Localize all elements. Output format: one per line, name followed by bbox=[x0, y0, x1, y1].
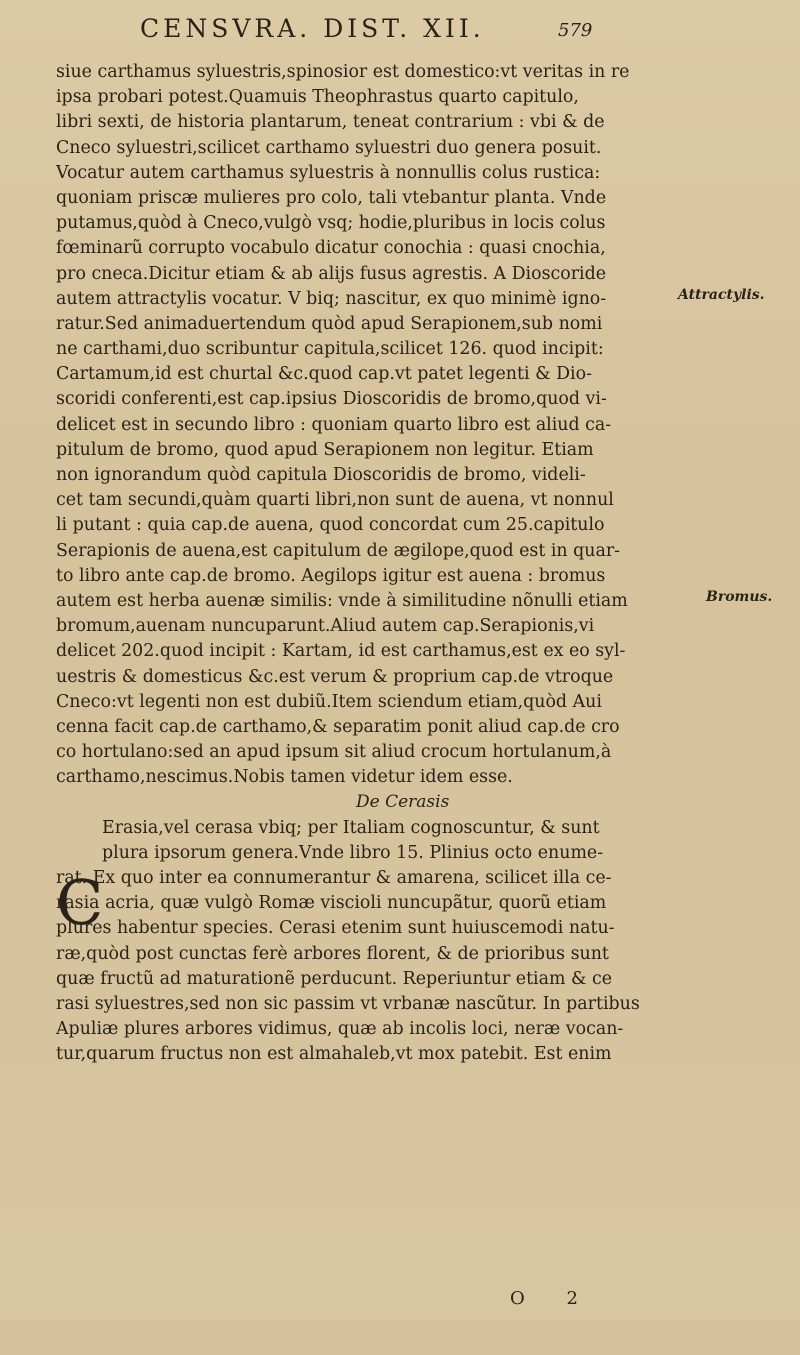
margin-note-bromus: Bromus. bbox=[706, 589, 773, 605]
text-line: rasi syluestres,sed non sic passim vt vrbanæ nascũtur. In partibus bbox=[56, 993, 640, 1014]
text-line: fœminarũ corrupto vocabulo dicatur conochia : quasi cnochia, bbox=[56, 238, 606, 259]
text-line: scoridi conferenti,est cap.ipsius Dioscoridis de bromo,quod vi- bbox=[56, 389, 607, 410]
text-line: cenna facit cap.de carthamo,& separatim ponit aliud cap.de cro bbox=[56, 716, 620, 737]
text-line: non ignorandum quòd capitula Dioscoridis de bromo, videli- bbox=[56, 465, 586, 485]
margin-note-attractylis: Attractylis. bbox=[678, 287, 765, 303]
text-line: carthamo,nescimus.Nobis tamen videtur idem esse. bbox=[56, 767, 513, 788]
text-line: rasia acria, quæ vulgò Romæ viscioli nuncupãtur, quorũ etiam bbox=[56, 893, 607, 914]
text-line: Cneco:vt legenti non est dubiũ.Item sciendum etiam,quòd Aui bbox=[56, 691, 602, 712]
text-line: Serapionis de auena,est capitulum de ægilope,quod est in quar- bbox=[56, 540, 621, 561]
text-line: autem attractylis vocatur. V biq; nascitur, ex quo minimè igno- bbox=[56, 288, 607, 309]
text-line: putamus,quòd à Cneco,vulgò vsq; hodie,pluribus in locis colus bbox=[56, 213, 606, 234]
text-line: bromum,auenam nuncuparunt.Aliud autem cap.Serapionis,vi bbox=[56, 616, 595, 637]
text-line: plures habentur species. Cerasi etenim sunt huiuscemodi natu- bbox=[56, 918, 615, 939]
text-line: rat. Ex quo inter ea connumerantur & amarena, scilicet illa ce- bbox=[56, 868, 612, 888]
text-line: uestris & domesticus &c.est verum & proprium cap.de vtroque bbox=[56, 666, 614, 687]
text-line: quoniam priscæ mulieres pro colo, tali vtebantur planta. Vnde bbox=[56, 187, 607, 208]
section-heading: De Cerasis bbox=[356, 792, 450, 813]
text-line: siue carthamus syluestris,spinosior est domestico:vt veritas in re bbox=[56, 62, 630, 82]
text-line: li putant : quia cap.de auena, quod concordat cum 25.capitulo bbox=[56, 515, 605, 536]
text-line: pro cneca.Dicitur etiam & ab alijs fusus agrestis. A Dioscoride bbox=[56, 263, 607, 284]
text-line: to libro ante cap.de bromo. Aegilops igitur est auena : bromus bbox=[56, 565, 606, 586]
text-line: Erasia,vel cerasa vbiq; per Italiam cognoscuntur, & sunt bbox=[102, 817, 600, 838]
text-line: libri sexti, de historia plantarum, teneat contrarium : vbi & de bbox=[56, 112, 605, 133]
text-line: ipsa probari potest.Quamuis Theophrastus quarto capitulo, bbox=[56, 87, 579, 108]
main-text bbox=[56, 60, 676, 1068]
text-line: co hortulano:sed an apud ipsum sit aliud crocum hortulanum,à bbox=[56, 742, 612, 763]
text-line: autem est herba auenæ similis: vnde à similitudine nõnulli etiam bbox=[56, 590, 628, 611]
text-line: cet tam secundi,quàm quarti libri,non sunt de auena, vt nonnul bbox=[56, 490, 614, 511]
text-line: Vocatur autem carthamus syluestris à nonnullis colus rustica: bbox=[56, 162, 601, 183]
running-title: CENSVRA. DIST. XII. bbox=[140, 14, 485, 43]
page-number: 579 bbox=[558, 20, 593, 41]
text-line: quæ fructũ ad maturationẽ perducunt. Reperiuntur etiam & ce bbox=[56, 968, 613, 989]
paragraph-carthamus bbox=[56, 60, 676, 790]
page-bottom-margin bbox=[0, 1320, 800, 1355]
text-line: Apuliæ plures arbores vidimus, quæ ab incolis loci, neræ vocan- bbox=[56, 1019, 624, 1040]
signature-mark: O 2 bbox=[510, 1288, 596, 1309]
text-line: ne carthami,duo scribuntur capitula,scilicet 126. quod incipit: bbox=[56, 339, 604, 360]
text-line: ratur.Sed animaduertendum quòd apud Serapionem,sub nomi bbox=[56, 313, 603, 334]
text-line: delicet est in secundo libro : quoniam quarto libro est aliud ca- bbox=[56, 414, 612, 435]
text-line: ræ,quòd post cunctas ferè arbores florent, & de prioribus sunt bbox=[56, 943, 609, 964]
running-header bbox=[140, 14, 620, 50]
text-line: plura ipsorum genera.Vnde libro 15. Plinius octo enume- bbox=[102, 842, 604, 863]
text-line: Cartamum,id est churtal &c.quod cap.vt patet legenti & Dio- bbox=[56, 364, 592, 385]
paragraph-cerasis bbox=[56, 816, 676, 1068]
text-line: tur,quarum fructus non est almahaleb,vt mox patebit. Est enim bbox=[56, 1044, 612, 1065]
drop-capital: C bbox=[56, 866, 104, 939]
text-line: pitulum de bromo, quod apud Serapionem non legitur. Etiam bbox=[56, 439, 594, 460]
text-line: delicet 202.quod incipit : Kartam, id est carthamus,est ex eo syl- bbox=[56, 641, 626, 662]
text-line: Cneco syluestri,scilicet carthamo syluestri duo genera posuit. bbox=[56, 137, 602, 158]
